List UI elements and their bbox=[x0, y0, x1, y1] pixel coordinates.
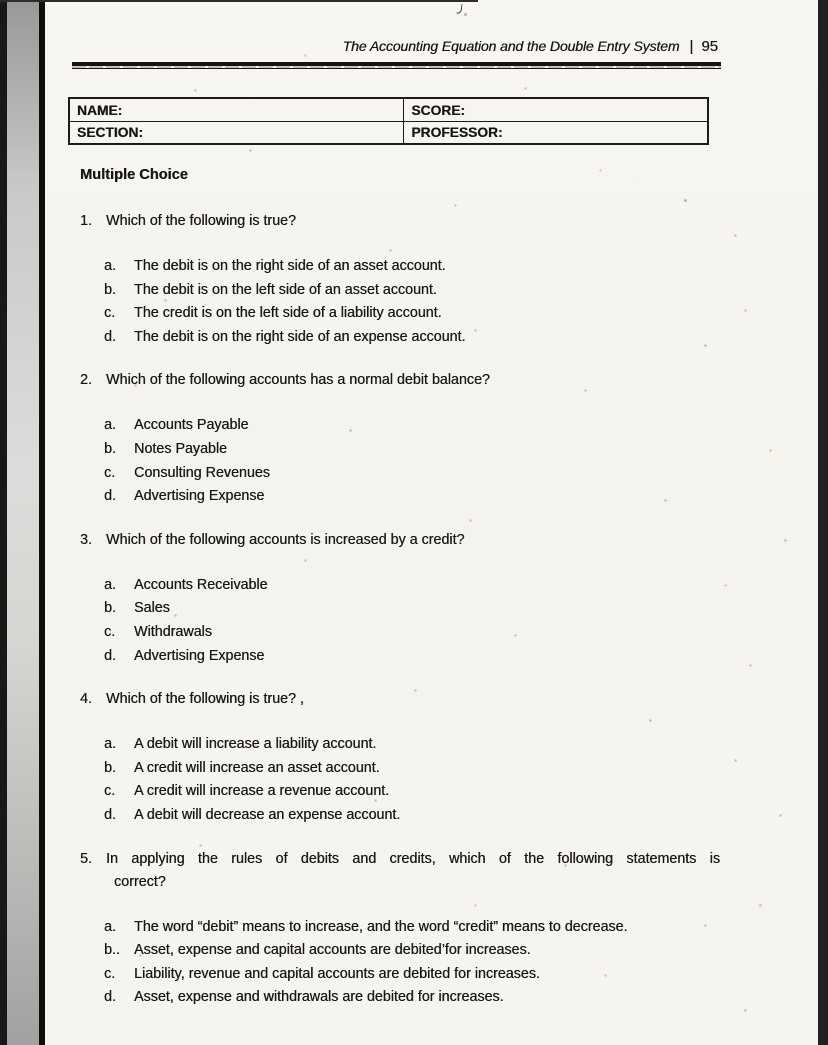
chapter-title: The Accounting Equation and the Double Entry System bbox=[342, 38, 680, 54]
page-number: 95 bbox=[701, 38, 718, 55]
option-a bbox=[104, 733, 720, 757]
option-d bbox=[104, 326, 720, 350]
option-text: The debit is on the right side of an expense account. bbox=[134, 328, 466, 345]
option-letter: c. bbox=[104, 965, 116, 982]
professor-label: PROFESSOR: bbox=[411, 125, 503, 141]
option-d bbox=[104, 485, 720, 509]
option-letter: b. bbox=[104, 600, 116, 617]
option-list bbox=[104, 574, 720, 668]
option-d bbox=[104, 986, 720, 1010]
running-header bbox=[45, 38, 718, 55]
option-letter: b.. bbox=[104, 942, 120, 959]
section-cell bbox=[69, 121, 404, 144]
question-head bbox=[80, 688, 720, 711]
question-5 bbox=[80, 848, 720, 1010]
option-text: Advertising Expense bbox=[134, 488, 265, 505]
option-letter: b. bbox=[104, 759, 116, 776]
section-label: SECTION: bbox=[77, 125, 143, 141]
option-text: Liability, revenue and capital accounts are debited for increases. bbox=[134, 965, 540, 982]
option-text: The debit is on the right side of an asset account. bbox=[134, 258, 446, 274]
option-a bbox=[104, 255, 720, 279]
option-list bbox=[104, 414, 720, 508]
option-c bbox=[104, 302, 720, 326]
option-d bbox=[104, 645, 720, 669]
option-a bbox=[104, 916, 720, 940]
question-head bbox=[80, 529, 720, 552]
option-letter: c. bbox=[104, 464, 116, 481]
option-b bbox=[104, 939, 720, 963]
question-2 bbox=[80, 369, 720, 508]
option-letter: c. bbox=[104, 783, 116, 800]
question-3 bbox=[80, 529, 720, 668]
question-text-line2: correct? bbox=[114, 873, 166, 890]
option-text: Asset, expense and withdrawals are debited for increases. bbox=[134, 989, 504, 1006]
question-text: Which of the following accounts is increased by a credit? bbox=[106, 531, 465, 548]
score-label: SCORE: bbox=[411, 102, 465, 118]
option-letter: a. bbox=[104, 576, 116, 593]
professor-cell bbox=[404, 121, 708, 144]
option-letter: c. bbox=[104, 305, 116, 322]
question-text: Which of the following is true? , bbox=[106, 691, 304, 708]
section-heading: Multiple Choice bbox=[80, 167, 188, 183]
question-text-line1: In applying the rules of debits and credits, which of the following statements is bbox=[106, 850, 720, 867]
header-rule bbox=[72, 62, 721, 69]
option-c bbox=[104, 963, 720, 987]
option-text: The word “debit” means to increase, and the word “credit” means to decrease. bbox=[134, 918, 628, 935]
book-gutter-shadow bbox=[7, 0, 39, 1045]
option-letter: d. bbox=[104, 989, 116, 1006]
option-text: Asset, expense and capital accounts are debited’for increases. bbox=[134, 942, 531, 959]
table-row bbox=[69, 98, 708, 121]
option-letter: d. bbox=[104, 806, 116, 823]
question-head bbox=[80, 848, 720, 894]
question-number: 3. bbox=[80, 531, 92, 548]
option-letter: a. bbox=[104, 417, 116, 434]
option-text: Accounts Receivable bbox=[134, 576, 268, 593]
option-b bbox=[104, 597, 720, 621]
option-letter: d. bbox=[104, 488, 116, 505]
student-info-table bbox=[68, 97, 709, 145]
option-c bbox=[104, 621, 720, 645]
question-4 bbox=[80, 688, 720, 827]
option-text: Advertising Expense bbox=[134, 647, 265, 664]
option-text: Sales bbox=[134, 600, 170, 617]
name-label: NAME: bbox=[77, 102, 123, 118]
option-text: The debit is on the left side of an asset account. bbox=[134, 281, 437, 298]
option-text: Notes Payable bbox=[134, 440, 227, 457]
header-divider: | bbox=[689, 38, 694, 55]
option-c bbox=[104, 780, 720, 804]
scan-edge-top bbox=[0, 0, 478, 2]
option-c bbox=[104, 462, 720, 486]
question-number: 5. bbox=[80, 850, 92, 867]
question-number: 1. bbox=[80, 213, 92, 229]
option-letter: a. bbox=[104, 258, 116, 274]
option-text: A debit will increase a liability account. bbox=[134, 736, 377, 753]
option-list bbox=[104, 916, 720, 1010]
option-letter: b. bbox=[104, 440, 116, 457]
option-letter: d. bbox=[104, 647, 116, 664]
question-head bbox=[80, 210, 720, 233]
question-1 bbox=[80, 210, 720, 349]
option-d bbox=[104, 804, 720, 828]
option-text: A credit will increase an asset account. bbox=[134, 759, 380, 776]
question-number: 4. bbox=[80, 691, 92, 708]
scan-edge-right bbox=[818, 0, 828, 1045]
option-text: A credit will increase a revenue account. bbox=[134, 783, 390, 800]
stray-ink-mark bbox=[456, 4, 462, 14]
option-b bbox=[104, 757, 720, 781]
question-number: 2. bbox=[80, 372, 92, 389]
option-letter: d. bbox=[104, 328, 116, 345]
scan-edge-left bbox=[0, 0, 7, 1045]
question-text: Which of the following accounts has a normal debit balance? bbox=[106, 372, 490, 389]
option-text: The credit is on the left side of a liability account. bbox=[134, 305, 442, 322]
option-b bbox=[104, 438, 720, 462]
option-letter: b. bbox=[104, 281, 116, 298]
option-letter: c. bbox=[104, 623, 116, 640]
name-cell bbox=[69, 98, 404, 121]
option-letter: a. bbox=[104, 736, 116, 753]
option-a bbox=[104, 414, 720, 438]
option-a bbox=[104, 574, 720, 598]
question-head bbox=[80, 369, 720, 392]
question-text bbox=[106, 848, 720, 894]
option-letter: a. bbox=[104, 918, 116, 935]
option-text: Accounts Payable bbox=[134, 417, 249, 434]
question-list bbox=[80, 210, 720, 1030]
question-text: Which of the following is true? bbox=[106, 213, 296, 229]
option-list bbox=[104, 255, 720, 349]
option-b bbox=[104, 279, 720, 303]
option-text: Withdrawals bbox=[134, 623, 212, 640]
score-cell bbox=[404, 98, 708, 121]
option-list bbox=[104, 733, 720, 827]
option-text: A debit will decrease an expense account. bbox=[134, 806, 401, 823]
document-page bbox=[45, 0, 818, 1045]
option-text: Consulting Revenues bbox=[134, 464, 270, 481]
table-row bbox=[69, 121, 708, 144]
